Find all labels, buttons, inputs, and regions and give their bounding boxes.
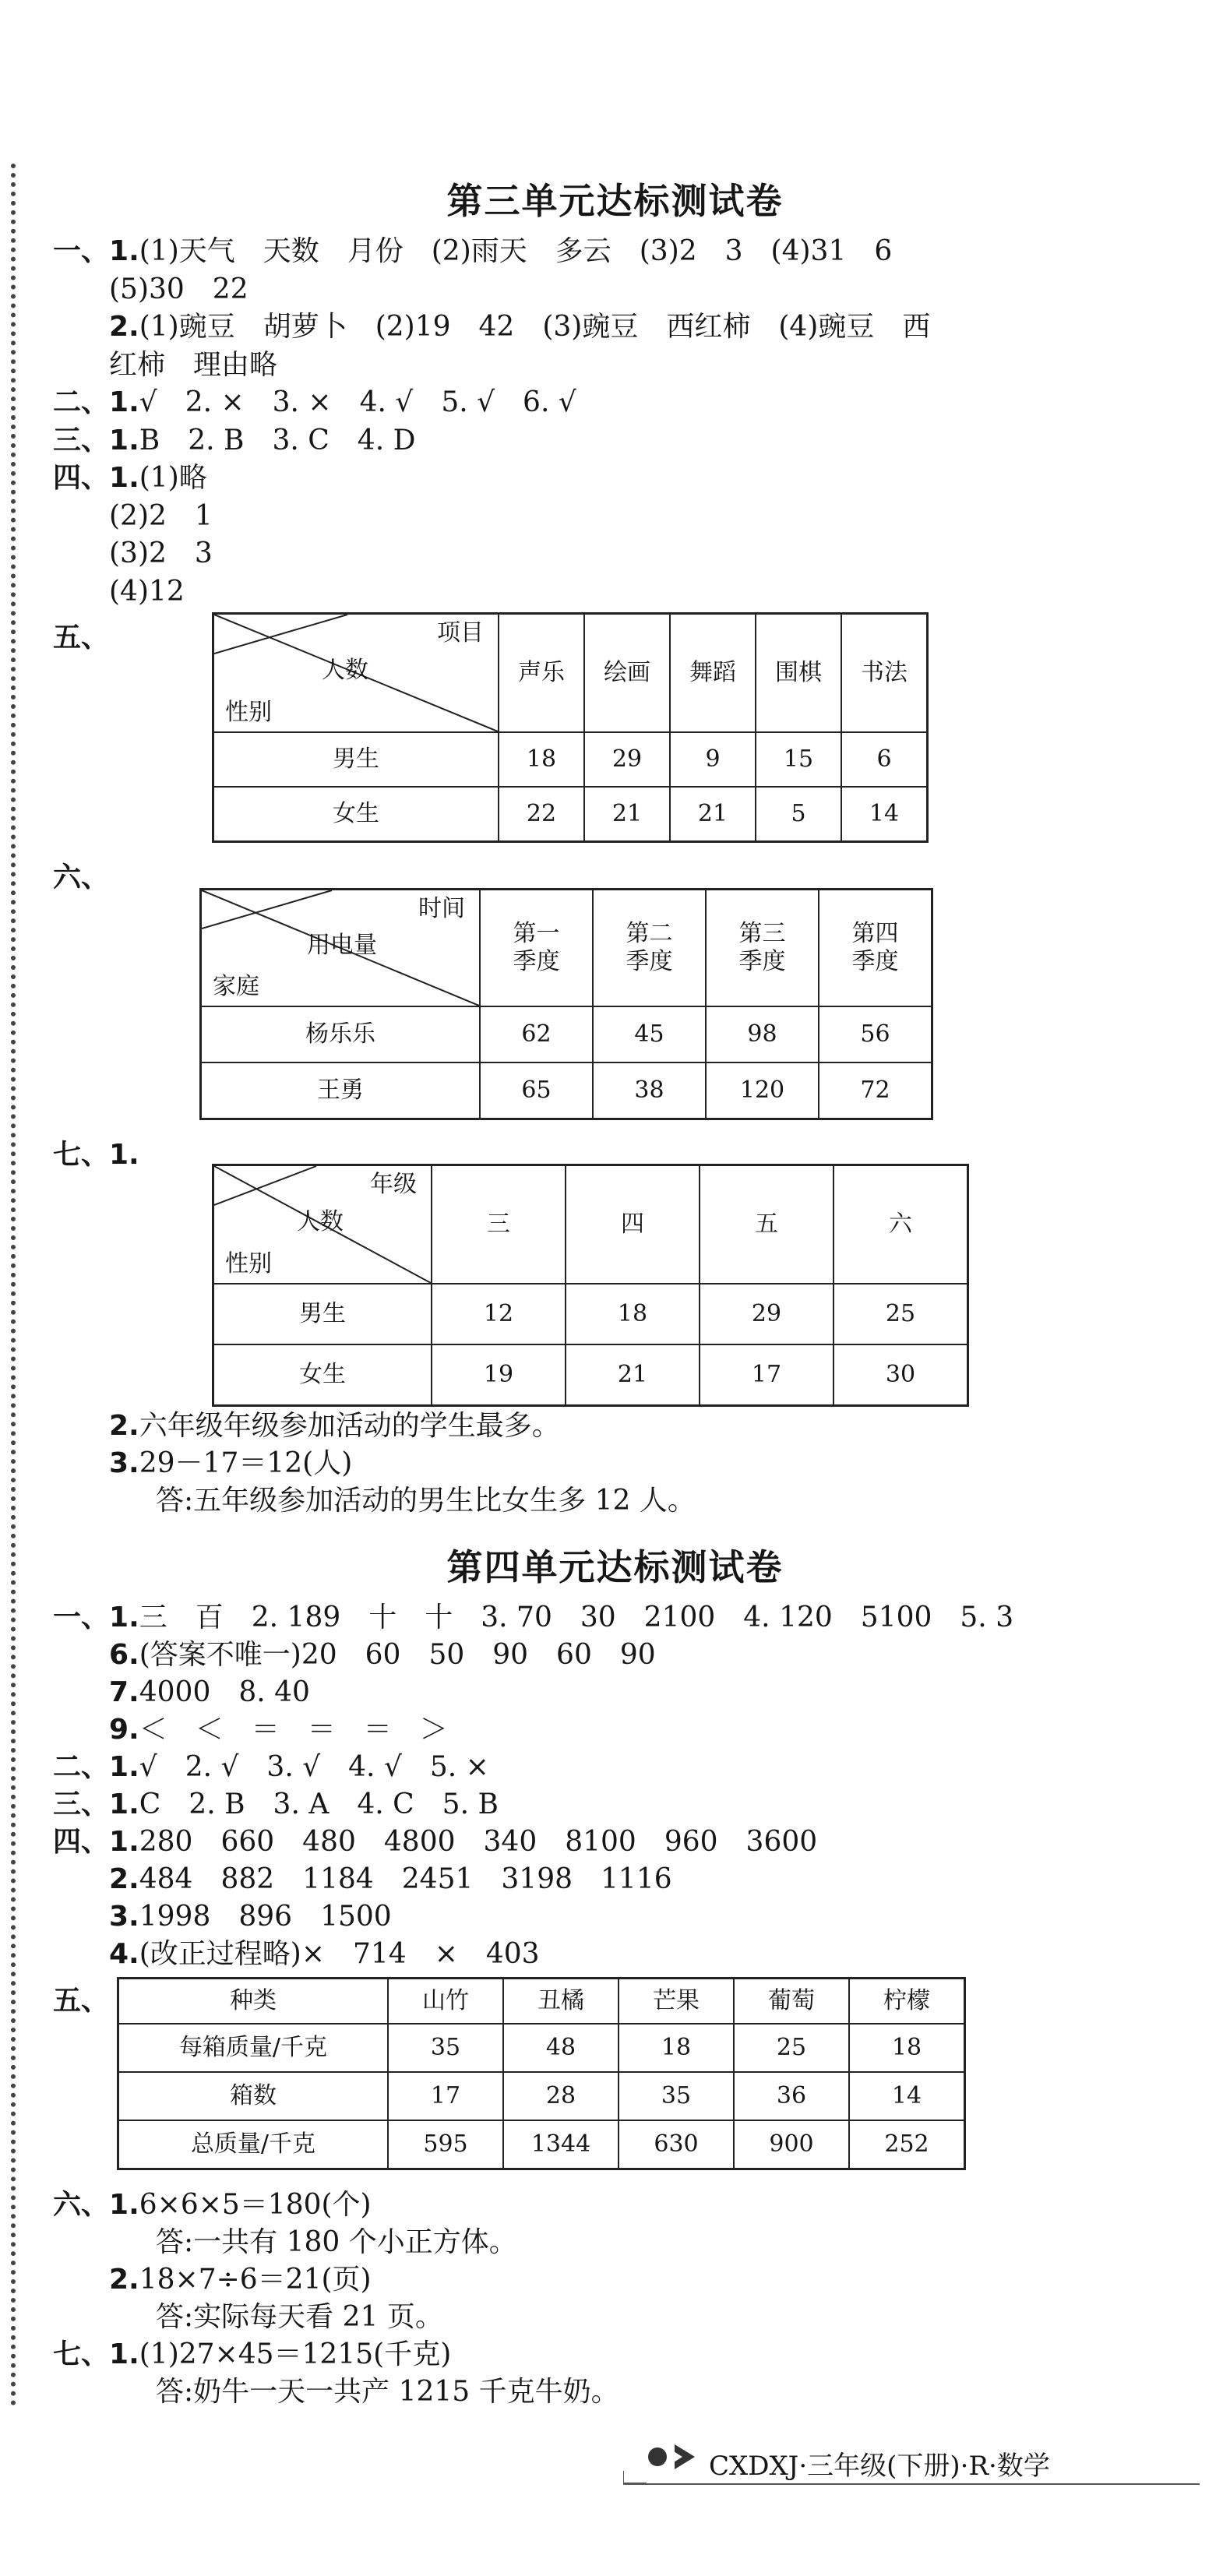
table-cell: 900: [734, 2120, 849, 2169]
section-number: 一、: [53, 235, 110, 267]
answer-text: C 2. B 3. A 4. C 5. B: [139, 1788, 499, 1820]
answer-text: 六年级年级参加活动的学生最多。: [139, 1410, 560, 1442]
answer-text: 6×6×5＝180(个): [139, 2189, 372, 2221]
corner-bottom-label: 性别: [225, 699, 272, 726]
table-cell: 6: [841, 732, 928, 787]
table-cell: 28: [503, 2072, 619, 2120]
table-row: [213, 732, 928, 787]
answer-line: [53, 2187, 372, 2223]
row-label: 女生: [213, 787, 499, 842]
unit4-title: 第四单元达标测试卷: [446, 1546, 784, 1588]
table-cell: 21: [670, 787, 756, 842]
corner-top-label: 项目: [437, 619, 484, 647]
answer-text: ＜ ＜ ＝ ＝ ＝ ＞: [139, 1714, 448, 1746]
unit4-sec5-label: 五、: [53, 1985, 110, 2017]
item-number: 3.: [109, 1447, 139, 1479]
footer-rule: [623, 2483, 1200, 2485]
unit3-sec6-label: 六、: [53, 862, 110, 893]
row-label: 总质量/千克: [118, 2120, 389, 2169]
answer-line: [109, 1936, 540, 1972]
answer-line: [53, 1750, 489, 1785]
item-number: 1.: [109, 1602, 139, 1633]
answer-text: 18×7÷6＝21(页): [139, 2264, 372, 2296]
section-number: 三、: [53, 424, 110, 456]
table-cell: 18: [499, 732, 584, 787]
item-number: 1.: [109, 235, 139, 267]
answer-text: √ 2. × 3. × 4. √ 5. √ 6. √: [139, 386, 576, 418]
diagonal-header-cell: [213, 1165, 432, 1284]
table-cell: 252: [849, 2120, 965, 2169]
unit4-table5: [117, 1977, 966, 2170]
table-cell: 17: [700, 1344, 834, 1406]
item-number: 7.: [109, 1676, 139, 1708]
table-cell: 19: [432, 1344, 566, 1406]
table-cell: 120: [706, 1062, 819, 1119]
column-header-text: 第四: [851, 920, 899, 947]
answer-text: (1)天气 天数 月份 (2)雨天 多云 (3)2 3 (4)31 6: [139, 235, 893, 267]
table-cell: 56: [819, 1006, 932, 1062]
corner-bottom-label: 性别: [225, 1250, 272, 1277]
section-number: 二、: [53, 1751, 110, 1783]
answer-line: [109, 1446, 352, 1482]
column-header: [706, 890, 819, 1007]
item-number: 2.: [109, 2264, 139, 2296]
table-row: [118, 2024, 965, 2072]
answer-line: [53, 1824, 817, 1860]
answer-text: (答案不唯一)20 60 50 90 60 90: [139, 1639, 656, 1671]
table-row: [213, 787, 928, 842]
table-cell: 36: [734, 2072, 849, 2120]
column-header-text: 季度: [513, 948, 560, 975]
unit3-title: 第三单元达标测试卷: [446, 180, 784, 222]
diagonal-header-cell: [201, 890, 481, 1007]
row-label: 男生: [213, 1284, 432, 1344]
column-header: 四: [566, 1165, 700, 1284]
answer-text: 4000 8. 40: [139, 1676, 310, 1708]
table-cell: 29: [584, 732, 670, 787]
answer-text: 答:一共有 180 个小正方体。: [156, 2226, 517, 2258]
item-number: 1.: [109, 1788, 139, 1820]
answer-line: [109, 1899, 392, 1935]
column-header: 六: [834, 1165, 968, 1284]
table-cell: 1344: [503, 2120, 619, 2169]
column-header: 舞蹈: [670, 614, 756, 733]
answer-text: 红柿 理由略: [109, 348, 278, 381]
table-cell: 29: [700, 1284, 834, 1344]
section-number: 三、: [53, 1788, 110, 1820]
answer-line: [109, 309, 930, 345]
table-row: [118, 2072, 965, 2120]
item-number: 2.: [109, 1863, 139, 1895]
answer-text: 1998 896 1500: [139, 1901, 392, 1933]
table-cell: 48: [503, 2024, 619, 2072]
diagonal-header-cell: [213, 614, 499, 733]
column-header-text: 季度: [851, 948, 899, 975]
column-header: 五: [700, 1165, 834, 1284]
answer-text: 29－17＝12(人): [139, 1447, 353, 1479]
table-cell: 9: [670, 732, 756, 787]
column-header: 声乐: [499, 614, 584, 733]
item-number: 9.: [109, 1714, 139, 1746]
table-cell: 12: [432, 1284, 566, 1344]
answer-line: [53, 385, 576, 421]
answer-text: √ 2. √ 3. √ 4. √ 5. ×: [139, 1751, 489, 1783]
answer-line: [109, 574, 185, 610]
table-cell: 98: [706, 1006, 819, 1062]
answer-text: 三 百 2. 189 十 十 3. 70 30 2100 4. 120 5100 5. 3: [139, 1602, 1014, 1633]
header-row: [213, 614, 928, 733]
unit3-table6: [199, 888, 933, 1120]
section-number: 四、: [53, 462, 110, 494]
column-header-text: 第二: [626, 920, 673, 947]
answer-text: 484 882 1184 2451 3198 1116: [139, 1863, 672, 1895]
table-cell: 62: [480, 1006, 593, 1062]
answer-text: (1)略: [139, 462, 207, 494]
item-number: 3.: [109, 1901, 139, 1933]
section-number: 六、: [53, 2189, 110, 2221]
column-header: [480, 890, 593, 1007]
answer-line: [109, 499, 213, 534]
table-cell: 21: [584, 787, 670, 842]
table-row: [201, 1062, 932, 1119]
row-label: 杨乐乐: [201, 1006, 481, 1062]
table-cell: 15: [756, 732, 841, 787]
table-cell: 595: [388, 2120, 503, 2169]
footer-text: CXDXJ·三年级(下册)·R·数学: [709, 2451, 1050, 2482]
corner-bottom-label: 家庭: [213, 973, 259, 1000]
answer-text: 答:五年级参加活动的男生比女生多 12 人。: [156, 1485, 696, 1517]
row-label: 箱数: [118, 2072, 389, 2120]
column-header: 山竹: [388, 1979, 503, 2025]
row-label: 女生: [213, 1344, 432, 1406]
table-cell: 25: [834, 1284, 968, 1344]
arrow-badge-icon: [623, 2440, 701, 2486]
row-label: 男生: [213, 732, 499, 787]
item-number: 2.: [109, 1410, 139, 1442]
column-header: 柠檬: [849, 1979, 965, 2025]
answer-line: [109, 1408, 560, 1444]
item-number: 4.: [109, 1938, 139, 1970]
table-cell: 18: [849, 2024, 965, 2072]
column-header: 葡萄: [734, 1979, 849, 2025]
column-header-text: 第一: [513, 920, 560, 947]
column-header: 围棋: [756, 614, 841, 733]
answer-line: [109, 2262, 372, 2298]
page-footer: [623, 2430, 1215, 2493]
table-cell: 17: [388, 2072, 503, 2120]
answer-line: [53, 2337, 451, 2373]
section-number: 一、: [53, 1602, 110, 1633]
item-number: 1.: [109, 462, 139, 494]
answer-line: [109, 1637, 656, 1673]
item-number: 1.: [109, 386, 139, 418]
column-header: 书法: [841, 614, 928, 733]
item-number: 1.: [109, 2189, 139, 2221]
row-label: 王勇: [201, 1062, 481, 1119]
table-cell: 14: [849, 2072, 965, 2120]
answer-line: [53, 460, 207, 496]
section-number: 七、: [53, 2338, 110, 2370]
unit3-table5: [212, 612, 929, 843]
answer-text: (2)2 1: [109, 499, 213, 532]
item-number: 1.: [109, 1751, 139, 1783]
answer-line: [109, 347, 277, 383]
answer-text: 答:实际每天看 21 页。: [156, 2301, 443, 2333]
answer-line: [53, 1787, 499, 1823]
table-cell: 45: [593, 1006, 706, 1062]
column-header-text: 季度: [738, 948, 786, 975]
item-number: 1.: [109, 1826, 139, 1858]
item-number: 1.: [109, 2338, 139, 2370]
table-cell: 35: [388, 2024, 503, 2072]
header-row: [118, 1979, 965, 2025]
table-cell: 18: [566, 1284, 700, 1344]
answer-line: [156, 1483, 696, 1519]
column-header-text: 季度: [626, 948, 673, 975]
section-number: 四、: [53, 1826, 110, 1858]
table-cell: 5: [756, 787, 841, 842]
table-cell: 21: [566, 1344, 700, 1406]
corner-mid-label: 人数: [297, 1208, 344, 1235]
answer-text: 答:奶牛一天一共产 1215 千克牛奶。: [156, 2376, 619, 2408]
row-label: 每箱质量/千克: [118, 2024, 389, 2072]
column-header: 绘画: [584, 614, 670, 733]
answer-line: [109, 1712, 448, 1748]
corner-mid-label: 用电量: [307, 932, 377, 959]
column-header: 种类: [118, 1979, 389, 2025]
answer-line: [53, 423, 415, 459]
table-cell: 30: [834, 1344, 968, 1406]
unit3-table7: [212, 1164, 969, 1407]
table-cell: 35: [619, 2072, 734, 2120]
table-cell: 65: [480, 1062, 593, 1119]
column-header: [819, 890, 932, 1007]
header-row: [213, 1165, 968, 1284]
column-header: 芒果: [619, 1979, 734, 2025]
unit3-sec5-label: 五、: [53, 622, 110, 654]
answer-text: (1)豌豆 胡萝卜 (2)19 42 (3)豌豆 西红柿 (4)豌豆 西: [139, 311, 931, 343]
column-header: 丑橘: [503, 1979, 619, 2025]
table-cell: 14: [841, 787, 928, 842]
table-cell: 18: [619, 2024, 734, 2072]
table-cell: 630: [619, 2120, 734, 2169]
answer-text: (4)12: [109, 575, 185, 608]
answer-text: (1)27×45＝1215(千克): [139, 2338, 452, 2370]
table-cell: 25: [734, 2024, 849, 2072]
answer-line: [109, 272, 248, 308]
answer-line: [109, 536, 213, 572]
item-number: 2.: [109, 311, 139, 343]
answer-text: (3)2 3: [109, 537, 213, 569]
unit3-sec7-label: 七、1.: [53, 1139, 139, 1171]
corner-top-label: 时间: [418, 895, 465, 922]
table-cell: 38: [593, 1062, 706, 1119]
table-row: [201, 1006, 932, 1062]
corner-top-label: 年级: [370, 1171, 417, 1198]
column-header-text: 第三: [738, 920, 786, 947]
answer-text: 280 660 480 4800 340 8100 960 3600: [139, 1826, 818, 1858]
table-cell: 22: [499, 787, 584, 842]
answer-line: [156, 2225, 517, 2261]
column-header: 三: [432, 1165, 566, 1284]
column-header: [593, 890, 706, 1007]
answer-line: [156, 2299, 443, 2335]
answer-text: B 2. B 3. C 4. D: [139, 424, 416, 456]
table-row: [118, 2120, 965, 2169]
item-number: 6.: [109, 1639, 139, 1671]
corner-mid-label: 人数: [322, 657, 368, 684]
table-cell: 72: [819, 1062, 932, 1119]
answer-text: (5)30 22: [109, 273, 248, 305]
answer-line: [53, 1600, 1013, 1636]
answer-text: (改正过程略)× 714 × 403: [139, 1938, 540, 1970]
section-number: 二、: [53, 386, 110, 418]
binding-dots: [11, 164, 22, 2407]
table-row: [213, 1344, 968, 1406]
answer-line: [53, 234, 892, 270]
answer-line: [156, 2374, 619, 2410]
answer-line: [109, 1862, 672, 1898]
header-row: [201, 890, 932, 1007]
item-number: 1.: [109, 424, 139, 456]
table-row: [213, 1284, 968, 1344]
answer-line: [109, 1675, 310, 1711]
